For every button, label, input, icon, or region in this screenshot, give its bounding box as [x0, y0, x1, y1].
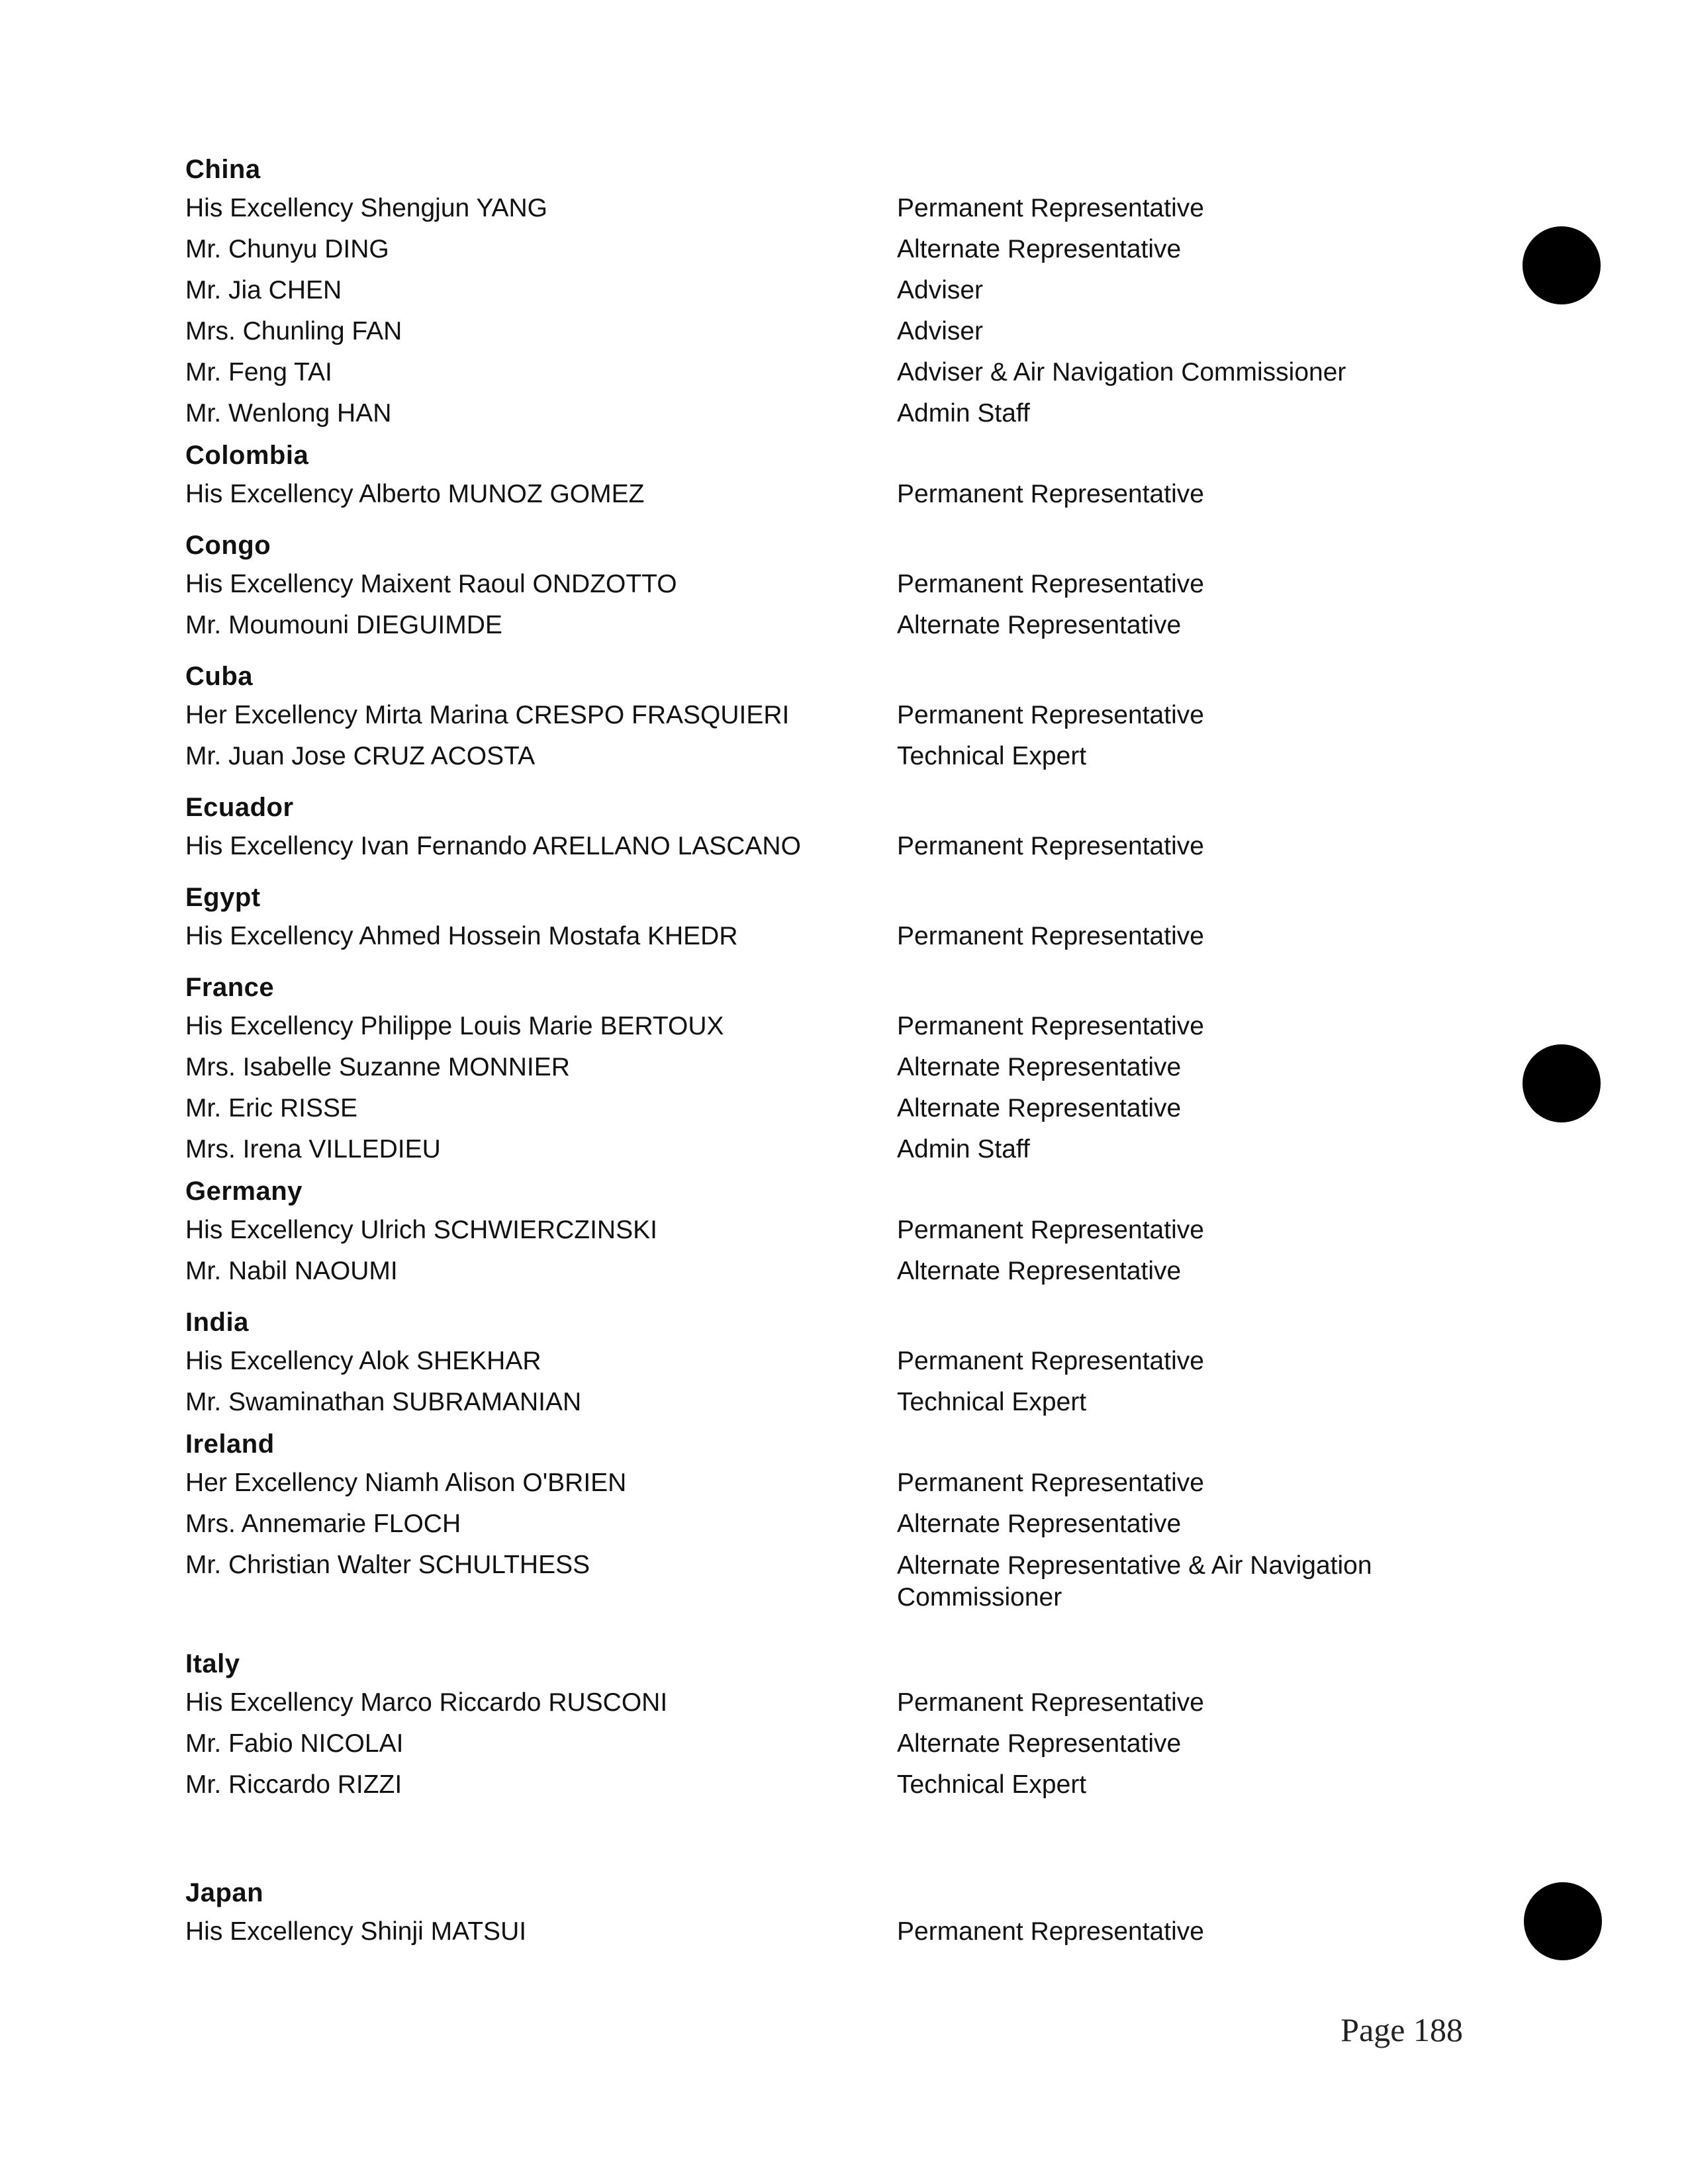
member-name: Mr. Jia CHEN [185, 276, 342, 304]
member-row [185, 1509, 1443, 1550]
country-heading: Congo [185, 531, 271, 560]
country-heading: Egypt [185, 883, 261, 912]
country-section [185, 972, 1443, 1175]
member-name: Mrs. Annemarie FLOCH [185, 1510, 461, 1538]
member-row [185, 1729, 1443, 1770]
member-row [185, 1346, 1443, 1387]
member-row [185, 741, 1443, 782]
country-section [185, 1428, 1443, 1611]
member-row [185, 700, 1443, 741]
member-name: Her Excellency Mirta Marina CRESPO FRASQUIERI [185, 701, 790, 729]
member-row [185, 398, 1443, 439]
member-name: His Excellency Alok SHEKHAR [185, 1347, 541, 1375]
member-name: His Excellency Shengjun YANG [185, 194, 547, 222]
member-name: His Excellency Maixent Raoul ONDZOTTO [185, 570, 677, 598]
member-role: Permanent Representative [897, 194, 1204, 222]
member-role: Alternate Representative [897, 235, 1182, 263]
member-role: Permanent Representative [897, 480, 1204, 508]
member-role: Alternate Representative & Air Navigation Commissioner [897, 1551, 1372, 1612]
country-section [185, 882, 1443, 962]
member-role: Admin Staff [897, 399, 1030, 428]
member-role: Permanent Representative [897, 1347, 1204, 1375]
member-name: His Excellency Ahmed Hossein Mostafa KHEDR [185, 922, 738, 950]
member-row [185, 569, 1443, 610]
country-section [185, 1175, 1443, 1297]
country-heading: Ireland [185, 1430, 275, 1459]
member-role: Permanent Representative [897, 570, 1204, 598]
country-heading: Germany [185, 1177, 303, 1206]
member-role: Permanent Representative [897, 922, 1204, 950]
country-heading: India [185, 1308, 249, 1337]
member-row [185, 1215, 1443, 1256]
member-name: Mrs. Irena VILLEDIEU [185, 1135, 441, 1163]
country-heading: Ecuador [185, 793, 294, 822]
member-name: Mr. Moumouni DIEGUIMDE [185, 611, 502, 639]
member-name: His Excellency Ulrich SCHWIERCZINSKI [185, 1216, 657, 1244]
member-name: Mr. Eric RISSE [185, 1094, 358, 1122]
member-row [185, 1387, 1443, 1428]
member-row [185, 275, 1443, 316]
country-section [185, 529, 1443, 651]
country-section [185, 1877, 1443, 1958]
member-row [185, 1093, 1443, 1134]
member-name: His Excellency Philippe Louis Marie BERTOUX [185, 1012, 724, 1040]
country-heading: Cuba [185, 662, 253, 691]
member-name: Mr. Riccardo RIZZI [185, 1770, 402, 1799]
member-name: Mr. Juan Jose CRUZ ACOSTA [185, 742, 536, 770]
member-role: Permanent Representative [897, 1917, 1204, 1946]
member-role: Admin Staff [897, 1135, 1030, 1163]
member-name: Her Excellency Niamh Alison O'BRIEN [185, 1469, 627, 1497]
member-role: Technical Expert [897, 1770, 1087, 1799]
member-row [185, 1134, 1443, 1175]
country-section [185, 1306, 1443, 1428]
member-row [185, 921, 1443, 962]
member-role: Permanent Representative [897, 1216, 1204, 1244]
member-role: Alternate Representative [897, 1053, 1182, 1081]
member-name: His Excellency Alberto MUNOZ GOMEZ [185, 480, 645, 508]
member-row [185, 831, 1443, 872]
member-role: Alternate Representative [897, 1094, 1182, 1122]
country-section [185, 1648, 1443, 1811]
member-row [185, 610, 1443, 651]
punch-hole [1523, 1044, 1601, 1122]
page-number: Page 188 [1340, 2011, 1463, 2048]
member-role: Permanent Representative [897, 1012, 1204, 1040]
member-row [185, 316, 1443, 357]
member-row [185, 1052, 1443, 1093]
member-role: Permanent Representative [897, 1469, 1204, 1497]
member-name: Mr. Wenlong HAN [185, 399, 392, 428]
member-row [185, 1917, 1443, 1958]
member-name: His Excellency Shinji MATSUI [185, 1917, 527, 1946]
country-heading: Colombia [185, 441, 309, 470]
member-name: Mrs. Isabelle Suzanne MONNIER [185, 1053, 570, 1081]
member-name: His Excellency Ivan Fernando ARELLANO LASCANO [185, 832, 801, 860]
country-section [185, 439, 1443, 520]
member-name: Mr. Chunyu DING [185, 235, 389, 263]
punch-hole [1524, 1882, 1602, 1960]
member-role: Alternate Representative [897, 1257, 1182, 1285]
country-heading: Italy [185, 1649, 240, 1678]
member-name: Mr. Nabil NAOUMI [185, 1257, 398, 1285]
member-row [185, 193, 1443, 234]
member-name: Mrs. Chunling FAN [185, 317, 402, 345]
member-name: Mr. Swaminathan SUBRAMANIAN [185, 1388, 582, 1416]
member-role: Adviser [897, 276, 984, 304]
member-name: Mr. Fabio NICOLAI [185, 1729, 404, 1758]
member-name: Mr. Feng TAI [185, 358, 332, 387]
member-role: Alternate Representative [897, 1510, 1182, 1538]
country-section [185, 660, 1443, 782]
country-section [185, 792, 1443, 872]
country-section [185, 154, 1443, 439]
member-row [185, 1468, 1443, 1509]
delegation-list [185, 154, 1443, 1958]
member-role: Adviser & Air Navigation Commissioner [897, 358, 1346, 387]
member-row [185, 234, 1443, 275]
member-row [185, 357, 1443, 398]
member-role: Technical Expert [897, 742, 1087, 770]
member-row [185, 479, 1443, 520]
member-role: Technical Expert [897, 1388, 1087, 1416]
member-role: Alternate Representative [897, 611, 1182, 639]
member-role: Adviser [897, 317, 984, 345]
member-name: His Excellency Marco Riccardo RUSCONI [185, 1688, 668, 1717]
member-row [185, 1011, 1443, 1052]
country-heading: China [185, 155, 261, 184]
country-heading: Japan [185, 1878, 264, 1907]
member-row [185, 1770, 1443, 1811]
member-name: Mr. Christian Walter SCHULTHESS [185, 1551, 590, 1579]
member-row [185, 1550, 1443, 1611]
member-row [185, 1688, 1443, 1729]
country-heading: France [185, 973, 275, 1002]
punch-hole [1523, 226, 1601, 304]
member-role: Permanent Representative [897, 832, 1204, 860]
member-role: Permanent Representative [897, 701, 1204, 729]
member-row [185, 1256, 1443, 1297]
member-role: Alternate Representative [897, 1729, 1182, 1758]
member-role: Permanent Representative [897, 1688, 1204, 1717]
